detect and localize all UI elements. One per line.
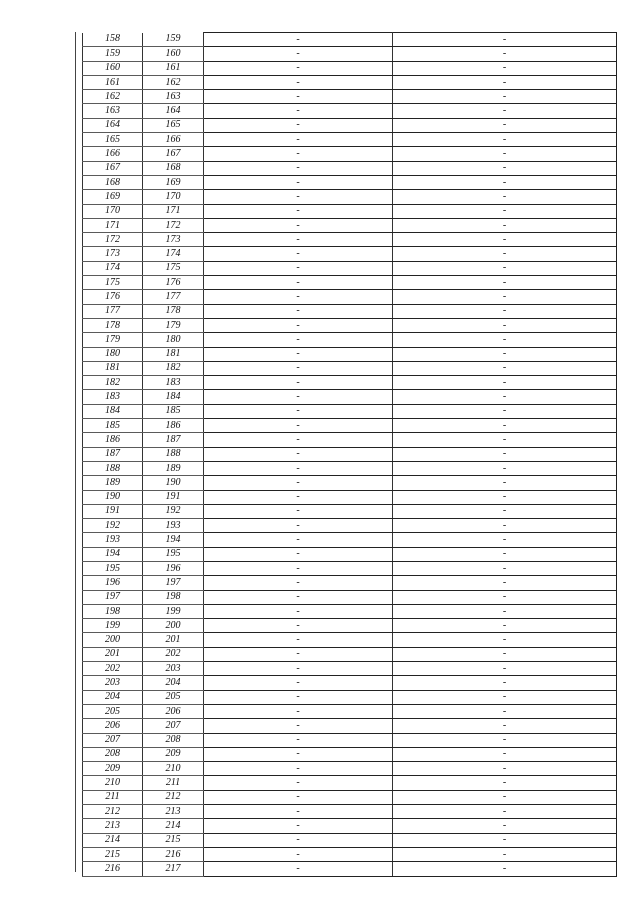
cell-from: 167 bbox=[83, 161, 143, 175]
cell-value-b: - bbox=[393, 175, 617, 189]
cell-to: 176 bbox=[143, 276, 204, 290]
cell-value-a: - bbox=[204, 647, 393, 661]
cell-to: 165 bbox=[143, 118, 204, 132]
cell-value-a: - bbox=[204, 533, 393, 547]
cell-value-a: - bbox=[204, 361, 393, 375]
cell-value-b: - bbox=[393, 104, 617, 118]
cell-value-a: - bbox=[204, 733, 393, 747]
cell-value-a: - bbox=[204, 147, 393, 161]
cell-value-a: - bbox=[204, 504, 393, 518]
cell-to: 180 bbox=[143, 333, 204, 347]
cell-from: 204 bbox=[83, 690, 143, 704]
table-body bbox=[83, 33, 617, 877]
cell-to: 196 bbox=[143, 561, 204, 575]
cell-value-b: - bbox=[393, 33, 617, 47]
cell-from: 184 bbox=[83, 404, 143, 418]
cell-value-a: - bbox=[204, 476, 393, 490]
cell-from: 158 bbox=[83, 33, 143, 47]
table-row bbox=[83, 347, 617, 361]
cell-to: 172 bbox=[143, 218, 204, 232]
cell-value-a: - bbox=[204, 33, 393, 47]
cell-value-a: - bbox=[204, 304, 393, 318]
cell-value-b: - bbox=[393, 862, 617, 876]
table-row bbox=[83, 204, 617, 218]
table-row bbox=[83, 147, 617, 161]
cell-value-b: - bbox=[393, 733, 617, 747]
table-row bbox=[83, 276, 617, 290]
table-row bbox=[83, 218, 617, 232]
table-row bbox=[83, 776, 617, 790]
table-row bbox=[83, 662, 617, 676]
table-row bbox=[83, 161, 617, 175]
cell-from: 191 bbox=[83, 504, 143, 518]
cell-value-b: - bbox=[393, 133, 617, 147]
cell-to: 194 bbox=[143, 533, 204, 547]
cell-to: 202 bbox=[143, 647, 204, 661]
cell-value-a: - bbox=[204, 662, 393, 676]
cell-value-a: - bbox=[204, 90, 393, 104]
cell-to: 185 bbox=[143, 404, 204, 418]
cell-value-b: - bbox=[393, 318, 617, 332]
table-row bbox=[83, 118, 617, 132]
cell-from: 198 bbox=[83, 604, 143, 618]
cell-to: 181 bbox=[143, 347, 204, 361]
cell-from: 202 bbox=[83, 662, 143, 676]
table-row bbox=[83, 504, 617, 518]
table-row bbox=[83, 376, 617, 390]
cell-value-a: - bbox=[204, 75, 393, 89]
cell-to: 210 bbox=[143, 762, 204, 776]
table-row bbox=[83, 533, 617, 547]
cell-value-a: - bbox=[204, 619, 393, 633]
cell-value-b: - bbox=[393, 433, 617, 447]
table-row bbox=[83, 590, 617, 604]
cell-from: 186 bbox=[83, 433, 143, 447]
cell-value-a: - bbox=[204, 247, 393, 261]
cell-to: 201 bbox=[143, 633, 204, 647]
table-row bbox=[83, 519, 617, 533]
cell-value-a: - bbox=[204, 433, 393, 447]
cell-from: 185 bbox=[83, 419, 143, 433]
cell-from: 216 bbox=[83, 862, 143, 876]
cell-value-a: - bbox=[204, 805, 393, 819]
cell-value-b: - bbox=[393, 276, 617, 290]
cell-value-a: - bbox=[204, 133, 393, 147]
table-row bbox=[83, 104, 617, 118]
cell-value-b: - bbox=[393, 147, 617, 161]
cell-value-a: - bbox=[204, 604, 393, 618]
table-row bbox=[83, 847, 617, 861]
cell-from: 159 bbox=[83, 47, 143, 61]
cell-to: 177 bbox=[143, 290, 204, 304]
cell-value-a: - bbox=[204, 547, 393, 561]
cell-from: 205 bbox=[83, 704, 143, 718]
cell-from: 161 bbox=[83, 75, 143, 89]
cell-value-b: - bbox=[393, 519, 617, 533]
cell-from: 188 bbox=[83, 461, 143, 475]
table-row bbox=[83, 619, 617, 633]
cell-value-a: - bbox=[204, 690, 393, 704]
cell-from: 162 bbox=[83, 90, 143, 104]
table-row bbox=[83, 561, 617, 575]
cell-value-b: - bbox=[393, 790, 617, 804]
cell-from: 179 bbox=[83, 333, 143, 347]
table-row bbox=[83, 190, 617, 204]
cell-value-b: - bbox=[393, 762, 617, 776]
table-row bbox=[83, 719, 617, 733]
cell-value-a: - bbox=[204, 161, 393, 175]
table-row bbox=[83, 704, 617, 718]
cell-to: 179 bbox=[143, 318, 204, 332]
table-row bbox=[83, 361, 617, 375]
cell-value-a: - bbox=[204, 833, 393, 847]
table-row bbox=[83, 547, 617, 561]
cell-value-b: - bbox=[393, 247, 617, 261]
table-row bbox=[83, 433, 617, 447]
cell-value-a: - bbox=[204, 47, 393, 61]
cell-from: 174 bbox=[83, 261, 143, 275]
cell-from: 210 bbox=[83, 776, 143, 790]
cell-value-b: - bbox=[393, 547, 617, 561]
cell-from: 187 bbox=[83, 447, 143, 461]
cell-value-b: - bbox=[393, 719, 617, 733]
cell-to: 200 bbox=[143, 619, 204, 633]
table-row bbox=[83, 690, 617, 704]
cell-value-a: - bbox=[204, 333, 393, 347]
cell-value-b: - bbox=[393, 190, 617, 204]
cell-from: 183 bbox=[83, 390, 143, 404]
cell-value-a: - bbox=[204, 261, 393, 275]
cell-value-b: - bbox=[393, 90, 617, 104]
cell-value-a: - bbox=[204, 461, 393, 475]
cell-from: 211 bbox=[83, 790, 143, 804]
cell-to: 216 bbox=[143, 847, 204, 861]
cell-to: 183 bbox=[143, 376, 204, 390]
cell-from: 207 bbox=[83, 733, 143, 747]
cell-value-b: - bbox=[393, 118, 617, 132]
cell-from: 182 bbox=[83, 376, 143, 390]
cell-to: 161 bbox=[143, 61, 204, 75]
cell-value-b: - bbox=[393, 776, 617, 790]
cell-to: 191 bbox=[143, 490, 204, 504]
cell-from: 165 bbox=[83, 133, 143, 147]
cell-value-a: - bbox=[204, 233, 393, 247]
cell-value-a: - bbox=[204, 190, 393, 204]
cell-to: 173 bbox=[143, 233, 204, 247]
cell-to: 167 bbox=[143, 147, 204, 161]
cell-value-a: - bbox=[204, 376, 393, 390]
cell-from: 177 bbox=[83, 304, 143, 318]
cell-to: 184 bbox=[143, 390, 204, 404]
cell-value-b: - bbox=[393, 847, 617, 861]
cell-value-a: - bbox=[204, 790, 393, 804]
cell-to: 164 bbox=[143, 104, 204, 118]
table-row bbox=[83, 633, 617, 647]
cell-from: 170 bbox=[83, 204, 143, 218]
cell-value-b: - bbox=[393, 490, 617, 504]
cell-from: 172 bbox=[83, 233, 143, 247]
cell-value-a: - bbox=[204, 762, 393, 776]
cell-to: 204 bbox=[143, 676, 204, 690]
table-row bbox=[83, 819, 617, 833]
cell-value-b: - bbox=[393, 461, 617, 475]
cell-value-b: - bbox=[393, 75, 617, 89]
cell-to: 203 bbox=[143, 662, 204, 676]
cell-from: 212 bbox=[83, 805, 143, 819]
table-row bbox=[83, 419, 617, 433]
cell-to: 217 bbox=[143, 862, 204, 876]
cell-value-a: - bbox=[204, 847, 393, 861]
table-row bbox=[83, 133, 617, 147]
cell-value-b: - bbox=[393, 447, 617, 461]
cell-from: 160 bbox=[83, 61, 143, 75]
cell-value-b: - bbox=[393, 204, 617, 218]
cell-value-a: - bbox=[204, 61, 393, 75]
table-row bbox=[83, 862, 617, 876]
table-row bbox=[83, 333, 617, 347]
cell-from: 180 bbox=[83, 347, 143, 361]
cell-to: 178 bbox=[143, 304, 204, 318]
table-row bbox=[83, 576, 617, 590]
cell-value-b: - bbox=[393, 647, 617, 661]
cell-from: 197 bbox=[83, 590, 143, 604]
table-row bbox=[83, 33, 617, 47]
cell-value-a: - bbox=[204, 490, 393, 504]
cell-value-b: - bbox=[393, 819, 617, 833]
cell-to: 189 bbox=[143, 461, 204, 475]
cell-value-a: - bbox=[204, 561, 393, 575]
table-row bbox=[83, 47, 617, 61]
cell-value-a: - bbox=[204, 175, 393, 189]
cell-value-b: - bbox=[393, 218, 617, 232]
cell-from: 163 bbox=[83, 104, 143, 118]
cell-value-a: - bbox=[204, 390, 393, 404]
cell-value-b: - bbox=[393, 690, 617, 704]
table-row bbox=[83, 762, 617, 776]
cell-to: 197 bbox=[143, 576, 204, 590]
table-row bbox=[83, 805, 617, 819]
table-row bbox=[83, 304, 617, 318]
cell-value-a: - bbox=[204, 676, 393, 690]
cell-value-a: - bbox=[204, 290, 393, 304]
cell-value-b: - bbox=[393, 261, 617, 275]
cell-from: 169 bbox=[83, 190, 143, 204]
cell-to: 187 bbox=[143, 433, 204, 447]
cell-from: 178 bbox=[83, 318, 143, 332]
cell-value-b: - bbox=[393, 619, 617, 633]
cell-value-b: - bbox=[393, 747, 617, 761]
table-row bbox=[83, 604, 617, 618]
cell-value-b: - bbox=[393, 61, 617, 75]
cell-to: 193 bbox=[143, 519, 204, 533]
cell-value-a: - bbox=[204, 276, 393, 290]
table-row bbox=[83, 233, 617, 247]
cell-value-b: - bbox=[393, 676, 617, 690]
cell-to: 159 bbox=[143, 33, 204, 47]
cell-value-b: - bbox=[393, 604, 617, 618]
cell-to: 199 bbox=[143, 604, 204, 618]
cell-to: 175 bbox=[143, 261, 204, 275]
cell-to: 195 bbox=[143, 547, 204, 561]
table-row bbox=[83, 390, 617, 404]
cell-value-a: - bbox=[204, 747, 393, 761]
cell-value-b: - bbox=[393, 662, 617, 676]
cell-from: 215 bbox=[83, 847, 143, 861]
cell-value-b: - bbox=[393, 161, 617, 175]
cell-from: 213 bbox=[83, 819, 143, 833]
cell-value-b: - bbox=[393, 704, 617, 718]
cell-from: 214 bbox=[83, 833, 143, 847]
cell-value-a: - bbox=[204, 633, 393, 647]
cell-value-a: - bbox=[204, 590, 393, 604]
table-row bbox=[83, 290, 617, 304]
cell-from: 199 bbox=[83, 619, 143, 633]
table-row bbox=[83, 747, 617, 761]
cell-value-b: - bbox=[393, 833, 617, 847]
cell-value-b: - bbox=[393, 233, 617, 247]
table-row bbox=[83, 404, 617, 418]
cell-value-b: - bbox=[393, 404, 617, 418]
cell-value-b: - bbox=[393, 390, 617, 404]
cell-value-b: - bbox=[393, 590, 617, 604]
cell-to: 206 bbox=[143, 704, 204, 718]
cell-to: 170 bbox=[143, 190, 204, 204]
cell-value-b: - bbox=[393, 504, 617, 518]
cell-value-a: - bbox=[204, 776, 393, 790]
cell-to: 171 bbox=[143, 204, 204, 218]
cell-value-a: - bbox=[204, 404, 393, 418]
table-row bbox=[83, 90, 617, 104]
cell-from: 190 bbox=[83, 490, 143, 504]
cell-value-b: - bbox=[393, 476, 617, 490]
cell-to: 209 bbox=[143, 747, 204, 761]
cell-value-a: - bbox=[204, 576, 393, 590]
table-row bbox=[83, 447, 617, 461]
table-row bbox=[83, 476, 617, 490]
cell-value-b: - bbox=[393, 361, 617, 375]
cell-to: 192 bbox=[143, 504, 204, 518]
cell-from: 208 bbox=[83, 747, 143, 761]
cell-from: 203 bbox=[83, 676, 143, 690]
cell-to: 205 bbox=[143, 690, 204, 704]
cell-from: 209 bbox=[83, 762, 143, 776]
cell-value-b: - bbox=[393, 347, 617, 361]
cell-to: 163 bbox=[143, 90, 204, 104]
cell-to: 166 bbox=[143, 133, 204, 147]
cell-value-b: - bbox=[393, 333, 617, 347]
cell-value-a: - bbox=[204, 318, 393, 332]
cell-value-a: - bbox=[204, 819, 393, 833]
cell-value-b: - bbox=[393, 805, 617, 819]
cell-to: 198 bbox=[143, 590, 204, 604]
table-row bbox=[83, 175, 617, 189]
table-row bbox=[83, 833, 617, 847]
cell-to: 211 bbox=[143, 776, 204, 790]
cell-from: 181 bbox=[83, 361, 143, 375]
table-row bbox=[83, 733, 617, 747]
table-row bbox=[83, 61, 617, 75]
cell-to: 160 bbox=[143, 47, 204, 61]
cell-from: 166 bbox=[83, 147, 143, 161]
table-row bbox=[83, 490, 617, 504]
cell-from: 189 bbox=[83, 476, 143, 490]
data-table bbox=[82, 32, 617, 877]
cell-to: 213 bbox=[143, 805, 204, 819]
cell-value-a: - bbox=[204, 347, 393, 361]
cell-value-a: - bbox=[204, 704, 393, 718]
cell-value-b: - bbox=[393, 47, 617, 61]
table-row bbox=[83, 676, 617, 690]
cell-value-b: - bbox=[393, 304, 617, 318]
cell-to: 186 bbox=[143, 419, 204, 433]
cell-to: 207 bbox=[143, 719, 204, 733]
cell-value-a: - bbox=[204, 118, 393, 132]
table-row bbox=[83, 790, 617, 804]
cell-from: 194 bbox=[83, 547, 143, 561]
cell-from: 168 bbox=[83, 175, 143, 189]
table-row bbox=[83, 461, 617, 475]
cell-from: 176 bbox=[83, 290, 143, 304]
left-margin-rule bbox=[75, 32, 76, 872]
cell-to: 169 bbox=[143, 175, 204, 189]
cell-from: 201 bbox=[83, 647, 143, 661]
cell-from: 200 bbox=[83, 633, 143, 647]
cell-to: 162 bbox=[143, 75, 204, 89]
cell-to: 212 bbox=[143, 790, 204, 804]
cell-value-a: - bbox=[204, 447, 393, 461]
cell-to: 208 bbox=[143, 733, 204, 747]
cell-to: 188 bbox=[143, 447, 204, 461]
cell-from: 192 bbox=[83, 519, 143, 533]
cell-from: 171 bbox=[83, 218, 143, 232]
cell-to: 174 bbox=[143, 247, 204, 261]
cell-to: 182 bbox=[143, 361, 204, 375]
cell-value-b: - bbox=[393, 633, 617, 647]
cell-from: 206 bbox=[83, 719, 143, 733]
cell-to: 214 bbox=[143, 819, 204, 833]
cell-value-a: - bbox=[204, 218, 393, 232]
cell-to: 190 bbox=[143, 476, 204, 490]
cell-value-b: - bbox=[393, 576, 617, 590]
cell-from: 164 bbox=[83, 118, 143, 132]
cell-value-a: - bbox=[204, 862, 393, 876]
cell-value-b: - bbox=[393, 290, 617, 304]
cell-to: 168 bbox=[143, 161, 204, 175]
table-row bbox=[83, 318, 617, 332]
table-row bbox=[83, 75, 617, 89]
cell-value-a: - bbox=[204, 204, 393, 218]
cell-from: 195 bbox=[83, 561, 143, 575]
table-row bbox=[83, 247, 617, 261]
cell-from: 173 bbox=[83, 247, 143, 261]
cell-to: 215 bbox=[143, 833, 204, 847]
table-row bbox=[83, 261, 617, 275]
cell-value-a: - bbox=[204, 104, 393, 118]
cell-value-b: - bbox=[393, 419, 617, 433]
cell-value-a: - bbox=[204, 719, 393, 733]
cell-value-b: - bbox=[393, 561, 617, 575]
cell-value-b: - bbox=[393, 533, 617, 547]
cell-value-b: - bbox=[393, 376, 617, 390]
cell-from: 196 bbox=[83, 576, 143, 590]
cell-value-a: - bbox=[204, 519, 393, 533]
cell-from: 175 bbox=[83, 276, 143, 290]
cell-value-a: - bbox=[204, 419, 393, 433]
cell-from: 193 bbox=[83, 533, 143, 547]
table-row bbox=[83, 647, 617, 661]
